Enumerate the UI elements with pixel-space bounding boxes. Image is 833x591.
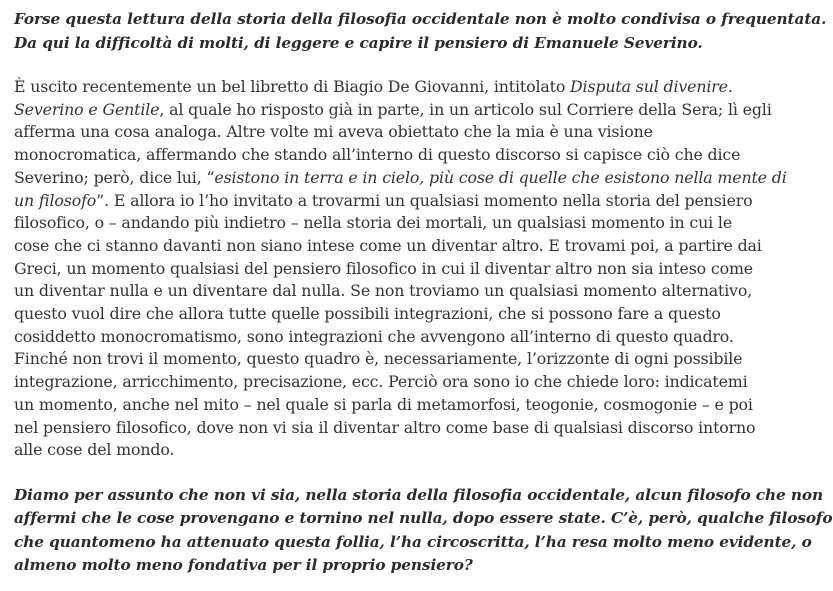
answer-line: cosiddetto monocromatismo, sono integrazioni che avvengono all’interno di questo quadro.: [14, 326, 734, 346]
answer-text: ”. E allora io l’ho invitato a trovarmi un qualsiasi momento nella storia del pensiero: [96, 190, 753, 210]
question-line: Da qui la difficoltà di molti, di leggere e capire il pensiero di Emanuele Severino.: [14, 33, 703, 52]
quotation: esistono in terra e in cielo, più cose di quelle che esistono nella mente di: [214, 167, 787, 187]
question-line: affermi che le cose provengano e tornino nel nulla, dopo essere state. C’è, però, qualche filosofo: [14, 509, 833, 528]
question-line: Forse questa lettura della storia della filosofia occidentale non è molto condivisa o frequentata.: [14, 10, 827, 28]
answer-text: È uscito recentemente un bel libretto di Biagio De Giovanni, intitolato: [14, 77, 571, 96]
interview-question-2: [14, 462, 833, 578]
answer-line: alle cose del mondo.: [14, 440, 175, 460]
question-line: almeno molto meno fondativa per il proprio pensiero?: [14, 556, 473, 575]
answer-line: [14, 167, 787, 190]
quotation: un filosofo: [14, 190, 97, 210]
answer-line: integrazione, arricchimento, precisazione, ecc. Perciò ora sono io che chiede loro: indicatemi: [14, 372, 748, 392]
answer-line: un diventar nulla e un diventare dal nulla. Se non troviamo un qualsiasi momento alternativo,: [14, 281, 753, 301]
question-line: che quantomeno ha attenuato questa follia, l’ha circoscritta, l’ha resa molto meno evidente, o: [14, 532, 812, 551]
question-line: Diamo per assunto che non vi sia, nella storia della filosofia occidentale, alcun filosofo che non: [14, 485, 824, 504]
book-title: Severino e Gentile: [14, 99, 160, 119]
interview-question-1: [14, 0, 827, 55]
answer-line: afferma una cosa analoga. Altre volte mi aveva obiettato che la mia è una visione: [14, 122, 653, 142]
book-title: Disputa sul divenire.: [570, 77, 733, 96]
answer-text: Severino; però, dice lui, “: [14, 167, 215, 187]
answer-line: cose che ci stanno davanti non siano intese come un diventar altro. E trovami poi, a partire dai: [14, 235, 762, 255]
answer-line: Greci, un momento qualsiasi del pensiero filosofico in cui il diventar altro non sia inteso come: [14, 258, 753, 278]
answer-text: , al quale ho risposto già in parte, in un articolo sul Corriere della Sera; lì egli: [159, 99, 772, 119]
answer-line: questo vuol dire che allora tutte quelle possibili integrazioni, che si possono fare a questo: [14, 304, 721, 324]
answer-line: nel pensiero filosofico, dove non vi sia il diventar altro come base di qualsiasi discorso intorno: [14, 417, 756, 437]
interview-answer: [14, 55, 787, 462]
answer-line: un momento, anche nel mito – nel quale si parla di metamorfosi, teogonie, cosmogonie – e poi: [14, 394, 753, 414]
answer-line: [14, 190, 753, 213]
answer-line: monocromatica, affermando che stando all’interno di questo discorso si capisce ciò che dice: [14, 145, 741, 165]
answer-line: [14, 76, 733, 99]
answer-line: filosofico, o – andando più indietro – nella storia dei mortali, un qualsiasi momento in cui le: [14, 213, 733, 233]
answer-line: [14, 99, 772, 122]
article-body: [14, 0, 833, 578]
answer-line: Finché non trovi il momento, questo quadro è, necessariamente, l’orizzonte di ogni possibile: [14, 349, 743, 369]
